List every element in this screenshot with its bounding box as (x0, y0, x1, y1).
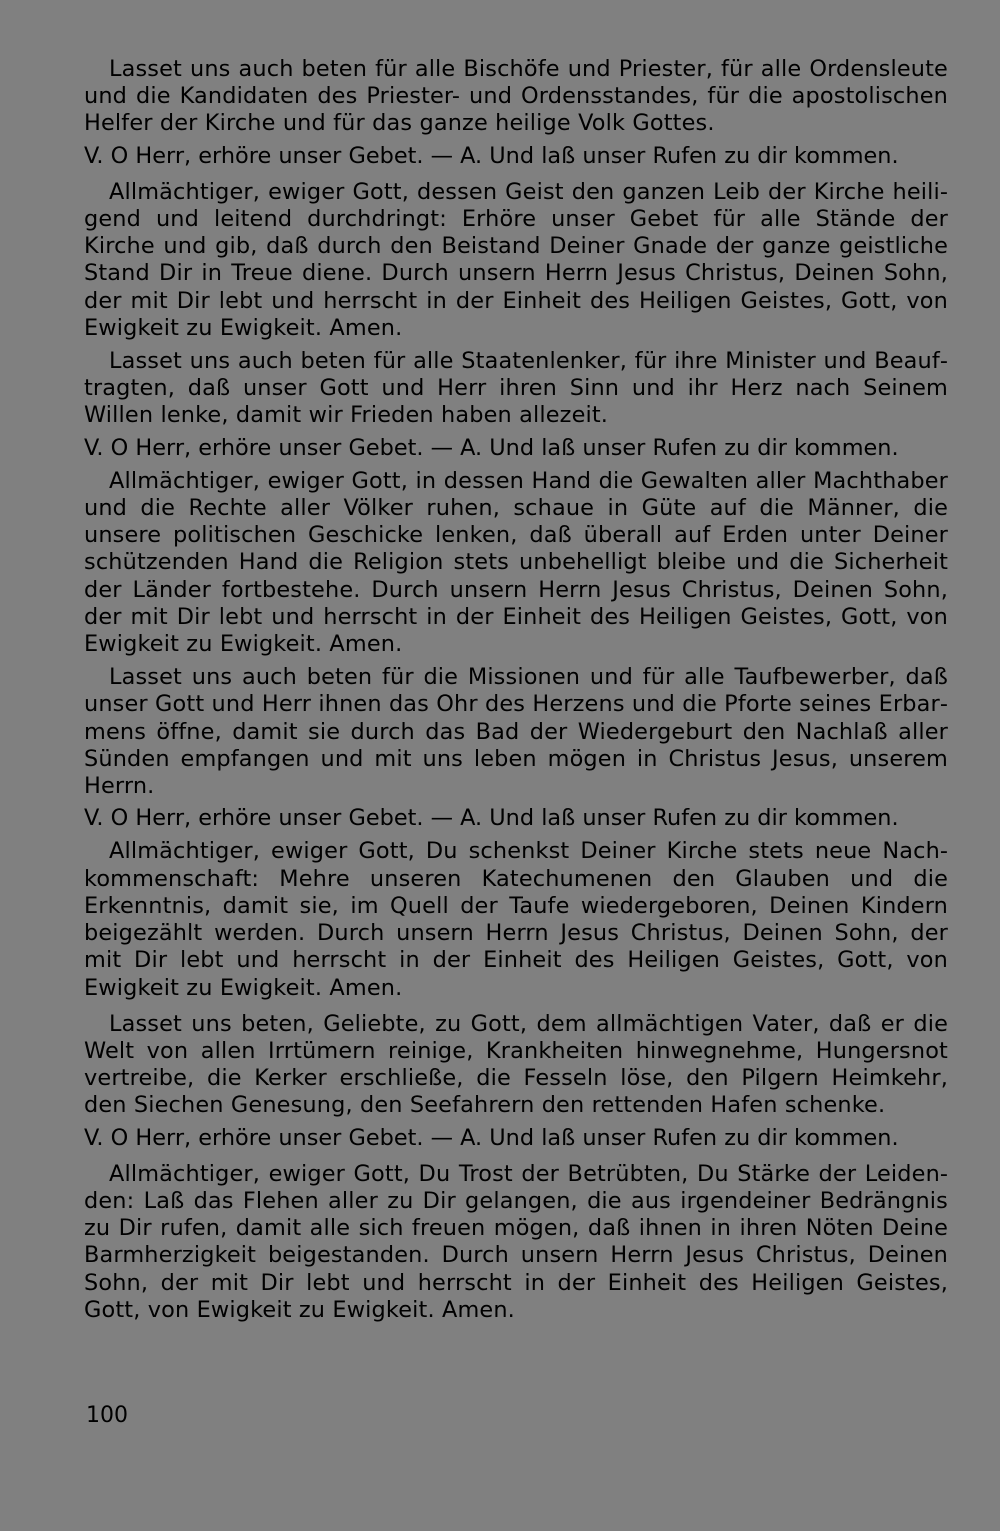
prayer-rulers: Allmächtiger, ewiger Gott, in dessen Hand die Gewalten aller Machthaber und die Rechte aller Völker ruhen, schaue in Güte auf die Männer, die unsere politischen Geschicke lenken, daß überall auf Erden unter Deiner schützenden Hand die Religion stets unbehelligt bleibe und die Sicherheit der Länder fortbestehe. Durch unsern Herrn Jesus Christus, Deinen Sohn, der mit Dir lebt und herrscht in der Einheit des Heiligen Geistes, Gott, von Ewigkeit zu Ewigkeit. Amen. (84, 467, 948, 658)
intercession-world-needs: Lasset uns beten, Geliebte, zu Gott, dem allmächtigen Vater, daß er die Welt von allen Irrtümern reinige, Krankheiten hinwegnehme, Hungersnot vertreibe, die Kerker erschließe, die Fesseln löse, den Pilgern Heimkehr, den Siechen Genesung, den Seefahrern den rettenden Hafen schenke. (84, 1010, 948, 1119)
prayer-church-estates: Allmächtiger, ewiger Gott, dessen Geist den ganzen Leib der Kirche heiligend und leitend durchdringt: Erhöre unser Gebet für alle Stände der Kirche und gib, daß durch den Beistand Deiner Gnade der ganze geistliche Stand Dir in Treue diene. Durch unsern Herrn Jesus Christus, Deinen Sohn, der mit Dir lebt und herrscht in der Einheit des Heiligen Geistes, Gott, von Ewigkeit zu Ewigkeit. Amen. (84, 178, 948, 341)
prayer-catechumens: Allmächtiger, ewiger Gott, Du schenkst Deiner Kirche stets neue Nachkommenschaft: Mehre unseren Katechumenen den Glauben und die Erkenntnis, damit sie, im Quell der Taufe wiedergeboren, Deinen Kindern beigezählt werden. Durch unsern Herrn Jesus Christus, Deinen Sohn, der mit Dir lebt und herrscht in der Einheit des Heiligen Geistes, Gott, von Ewigkeit zu Ewigkeit. Amen. (84, 838, 948, 1001)
page-number: 100 (86, 1403, 128, 1428)
intercession-bishops-priests: Lasset uns auch beten für alle Bischöfe und Priester, für alle Ordensleute und die Kandidaten des Priester- und Ordensstandes, für die apostolischen Helfer der Kirche und für das ganze heilige Volk Gottes. (84, 56, 948, 137)
versicle-response-3: V. O Herr, erhöre unser Gebet. — A. Und laß unser Rufen zu dir kommen. (84, 805, 899, 832)
page-body (84, 56, 948, 1324)
versicle-response-1: V. O Herr, erhöre unser Gebet. — A. Und laß unser Rufen zu dir kommen. (84, 142, 899, 169)
intercession-missions: Lasset uns auch beten für die Missionen und für alle Taufbewerber, daß unser Gott und Herr ihnen das Ohr des Herzens und die Pforte seines Erbarmens öffne, damit sie durch das Bad der Wiedergeburt den Nachlaß aller Sünden empfangen und mit uns leben mögen in Christus Jesus, unserem Herrn. (84, 664, 948, 800)
versicle-response-4: V. O Herr, erhöre unser Gebet. — A. Und laß unser Rufen zu dir kommen. (84, 1124, 899, 1151)
prayer-afflicted: Allmächtiger, ewiger Gott, Du Trost der Betrübten, Du Stärke der Leidenden: Laß das Flehen aller zu Dir gelangen, die aus irgendeiner Bedrängnis zu Dir rufen, damit alle sich freuen mögen, daß ihnen in ihren Nöten Deine Barmherzigkeit beigestanden. Durch unsern Herrn Jesus Christus, Deinen Sohn, der mit Dir lebt und herrscht in der Einheit des Heiligen Geistes, Gott, von Ewigkeit zu Ewigkeit. Amen. (84, 1160, 948, 1323)
intercession-rulers: Lasset uns auch beten für alle Staatenlenker, für ihre Minister und Beauftragten, daß unser Gott und Herr ihren Sinn und ihr Herz nach Seinem Willen lenke, damit wir Frieden haben allezeit. (84, 348, 948, 429)
versicle-response-2: V. O Herr, erhöre unser Gebet. — A. Und laß unser Rufen zu dir kommen. (84, 434, 899, 461)
